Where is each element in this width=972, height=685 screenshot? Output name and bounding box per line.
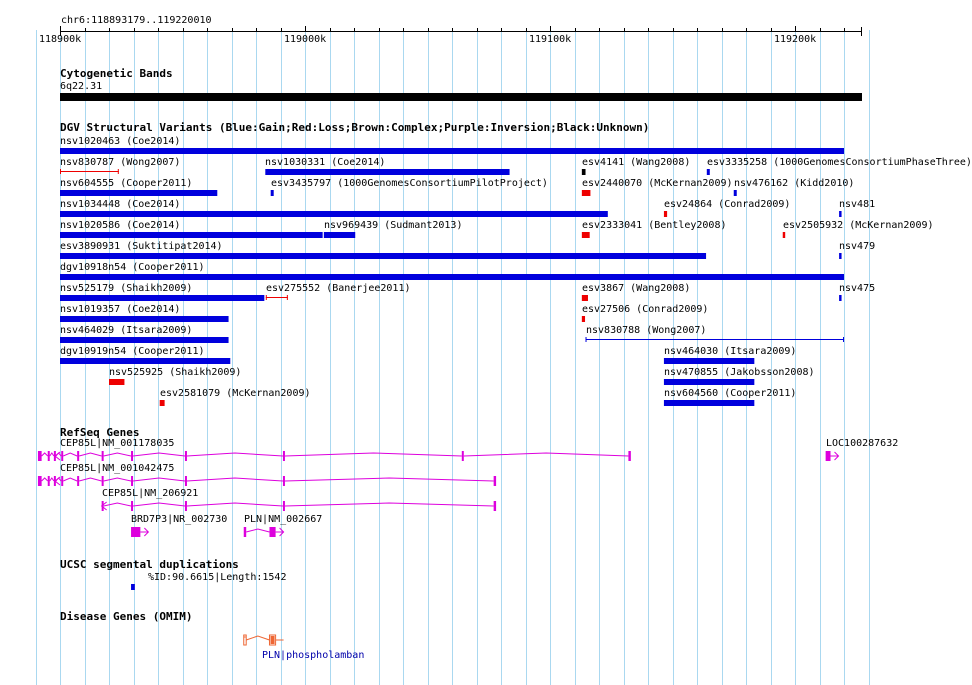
dgv-feature[interactable]	[664, 358, 754, 364]
dgv-feature[interactable]	[582, 190, 591, 196]
refseq-exon[interactable]	[283, 501, 285, 511]
refseq-exon[interactable]	[185, 501, 187, 511]
dgv-feature-label: nsv479	[839, 241, 876, 252]
dgv-feature[interactable]	[734, 190, 737, 196]
refseq-exon[interactable]	[462, 451, 464, 461]
dgv-feature[interactable]	[60, 211, 608, 217]
dgv-feature[interactable]	[664, 211, 667, 217]
omim-intron	[246, 636, 269, 640]
refseq-gene-label: CEP85L|NM_001042475	[60, 463, 175, 474]
ruler-tick-label: 119200k	[774, 34, 817, 45]
dgv-feature[interactable]	[60, 358, 230, 364]
refseq-exon[interactable]	[61, 476, 63, 486]
refseq-intron	[187, 503, 283, 506]
dgv-feature[interactable]	[839, 253, 841, 259]
refseq-exon[interactable]	[826, 451, 831, 461]
dgv-feature-label: nsv1034448 (Coe2014)	[60, 199, 181, 210]
refseq-exon[interactable]	[494, 476, 496, 486]
refseq-exon[interactable]	[131, 527, 140, 537]
dgv-feature-label: nsv604555 (Cooper2011)	[60, 178, 193, 189]
refseq-exon[interactable]	[48, 476, 50, 486]
refseq-exon[interactable]	[185, 476, 187, 486]
refseq-intron	[104, 453, 131, 456]
refseq-intron	[464, 453, 629, 456]
refseq-exon[interactable]	[628, 451, 630, 461]
refseq-exon[interactable]	[38, 476, 42, 486]
refseq-gene-label: PLN|NM_002667	[244, 514, 323, 525]
dgv-feature-label: nsv604560 (Cooper2011)	[664, 388, 797, 399]
refseq-exon[interactable]	[131, 501, 133, 511]
dgv-feature-label: esv2440070 (McKernan2009)	[582, 178, 733, 189]
dgv-feature[interactable]	[664, 379, 754, 385]
refseq-exon[interactable]	[494, 501, 496, 511]
dgv-feature[interactable]	[160, 400, 165, 406]
refseq-exon[interactable]	[38, 451, 42, 461]
dgv-feature[interactable]	[783, 232, 785, 238]
refseq-exon[interactable]	[102, 451, 104, 461]
location-label: chr6:118893179..119220010	[61, 15, 212, 26]
refseq-exon[interactable]	[77, 476, 79, 486]
dgv-feature[interactable]	[271, 190, 274, 196]
dgv-feature-label: esv2581079 (McKernan2009)	[160, 388, 311, 399]
refseq-intron	[63, 453, 77, 456]
dgv-feature-label: dgv10918n54 (Cooper2011)	[60, 262, 205, 273]
dgv-feature-label: esv3867 (Wang2008)	[582, 283, 691, 294]
refseq-intron	[42, 453, 48, 456]
refseq-intron	[104, 503, 131, 506]
dgv-feature[interactable]	[707, 169, 710, 175]
dgv-feature-label: nsv475	[839, 283, 876, 294]
refseq-exon[interactable]	[61, 451, 63, 461]
dgv-feature[interactable]	[109, 379, 124, 385]
dgv-feature[interactable]	[839, 295, 841, 301]
dgv-feature-label: nsv464029 (Itsara2009)	[60, 325, 193, 336]
omim-label: PLN|phospholamban	[262, 650, 365, 661]
dgv-feature[interactable]	[265, 169, 509, 175]
dgv-feature[interactable]	[60, 253, 706, 259]
cytoband-bar[interactable]	[60, 93, 862, 101]
refseq-gene-label: CEP85L|NM_001178035	[60, 438, 175, 449]
dgv-feature-label: nsv525179 (Shaikh2009)	[60, 283, 193, 294]
refseq-exon[interactable]	[77, 451, 79, 461]
refseq-intron	[63, 478, 77, 481]
refseq-intron	[50, 478, 54, 481]
refseq-exon[interactable]	[131, 476, 133, 486]
refseq-exon[interactable]	[185, 451, 187, 461]
refseq-gene-label: BRD7P3|NR_002730	[131, 514, 228, 525]
dgv-feature-label: esv3335258 (1000GenomesConsortiumPhaseThree)	[707, 157, 972, 168]
dgv-feature[interactable]	[582, 316, 585, 322]
dgv-track-title[interactable]: DGV Structural Variants (Blue:Gain;Red:Loss;Brown:Complex;Purple:Inversion;Black:Unknown)	[60, 121, 650, 134]
refseq-intron	[187, 453, 283, 456]
dgv-feature[interactable]	[582, 295, 588, 301]
segdup-track-title[interactable]: UCSC segmental duplications	[60, 558, 239, 571]
ruler-tick-label: 119100k	[529, 34, 572, 45]
dgv-feature[interactable]	[60, 148, 844, 154]
refseq-exon[interactable]	[283, 476, 285, 486]
cytoband-track-title[interactable]: Cytogenetic Bands	[60, 67, 173, 80]
omim-track-title[interactable]: Disease Genes (OMIM)	[60, 610, 193, 623]
dgv-feature[interactable]	[60, 316, 229, 322]
refseq-intron	[79, 453, 102, 456]
dgv-feature-label: nsv1019357 (Coe2014)	[60, 304, 181, 315]
refseq-intron	[42, 478, 48, 481]
dgv-feature-label: nsv969439 (Sudmant2013)	[324, 220, 463, 231]
refseq-intron	[104, 478, 131, 481]
refseq-intron	[187, 478, 283, 481]
refseq-gene-label: LOC100287632	[826, 438, 899, 449]
dgv-feature-label: nsv481	[839, 199, 876, 210]
refseq-intron	[246, 529, 269, 532]
dgv-feature[interactable]	[60, 232, 323, 238]
dgv-feature[interactable]	[60, 190, 217, 196]
dgv-feature-label: esv3890931 (Suktitipat2014)	[60, 241, 223, 252]
refseq-intron	[285, 478, 494, 481]
dgv-feature[interactable]	[582, 169, 586, 175]
refseq-exon[interactable]	[283, 451, 285, 461]
segdup-label: %ID:90.6615|Length:1542	[148, 572, 287, 583]
dgv-feature-label: esv27506 (Conrad2009)	[582, 304, 709, 315]
dgv-feature[interactable]	[664, 400, 754, 406]
refseq-intron	[285, 503, 494, 506]
ruler-tick-label: 118900k	[39, 34, 82, 45]
dgv-feature-label: nsv830787 (Wong2007)	[60, 157, 181, 168]
dgv-feature-label: esv2505932 (McKernan2009)	[783, 220, 934, 231]
refseq-exon[interactable]	[131, 451, 133, 461]
dgv-feature[interactable]	[60, 337, 229, 343]
ruler-tick-label: 119000k	[284, 34, 327, 45]
dgv-feature-label: esv2333041 (Bentley2008)	[582, 220, 727, 231]
refseq-exon[interactable]	[244, 527, 246, 537]
dgv-feature-label: nsv830788 (Wong2007)	[586, 325, 707, 336]
dgv-feature-label: nsv464030 (Itsara2009)	[664, 346, 797, 357]
dgv-feature[interactable]	[582, 232, 590, 238]
dgv-feature[interactable]	[324, 232, 355, 238]
dgv-feature-label: nsv470855 (Jakobsson2008)	[664, 367, 815, 378]
refseq-gene-label: CEP85L|NM_206921	[102, 488, 199, 499]
refseq-exon[interactable]	[102, 476, 104, 486]
dgv-feature-label: nsv525925 (Shaikh2009)	[109, 367, 242, 378]
dgv-feature[interactable]	[60, 274, 844, 280]
dgv-feature-label: nsv1020586 (Coe2014)	[60, 220, 181, 231]
refseq-track-title[interactable]: RefSeq Genes	[60, 426, 140, 439]
segdup-feature[interactable]	[131, 584, 135, 590]
dgv-feature-label: esv275552 (Banerjee2011)	[266, 283, 411, 294]
refseq-intron	[50, 453, 54, 456]
dgv-feature-label: esv24864 (Conrad2009)	[664, 199, 791, 210]
dgv-feature-label: esv3435797 (1000GenomesConsortiumPilotProject)	[271, 178, 548, 189]
dgv-feature-label: esv4141 (Wang2008)	[582, 157, 691, 168]
dgv-feature[interactable]	[839, 211, 841, 217]
dgv-feature-label: dgv10919n54 (Cooper2011)	[60, 346, 205, 357]
dgv-feature-label: nsv1030331 (Coe2014)	[265, 157, 386, 168]
refseq-intron	[79, 478, 102, 481]
dgv-feature-label: nsv476162 (Kidd2010)	[734, 178, 855, 189]
dgv-feature[interactable]	[60, 295, 264, 301]
cytoband-label: 6q22.31	[60, 81, 103, 92]
refseq-exon[interactable]	[48, 451, 50, 461]
omim-exon-fill	[270, 636, 274, 644]
dgv-feature-label: nsv1020463 (Coe2014)	[60, 136, 181, 147]
refseq-exon[interactable]	[269, 527, 275, 537]
refseq-intron	[285, 453, 462, 456]
